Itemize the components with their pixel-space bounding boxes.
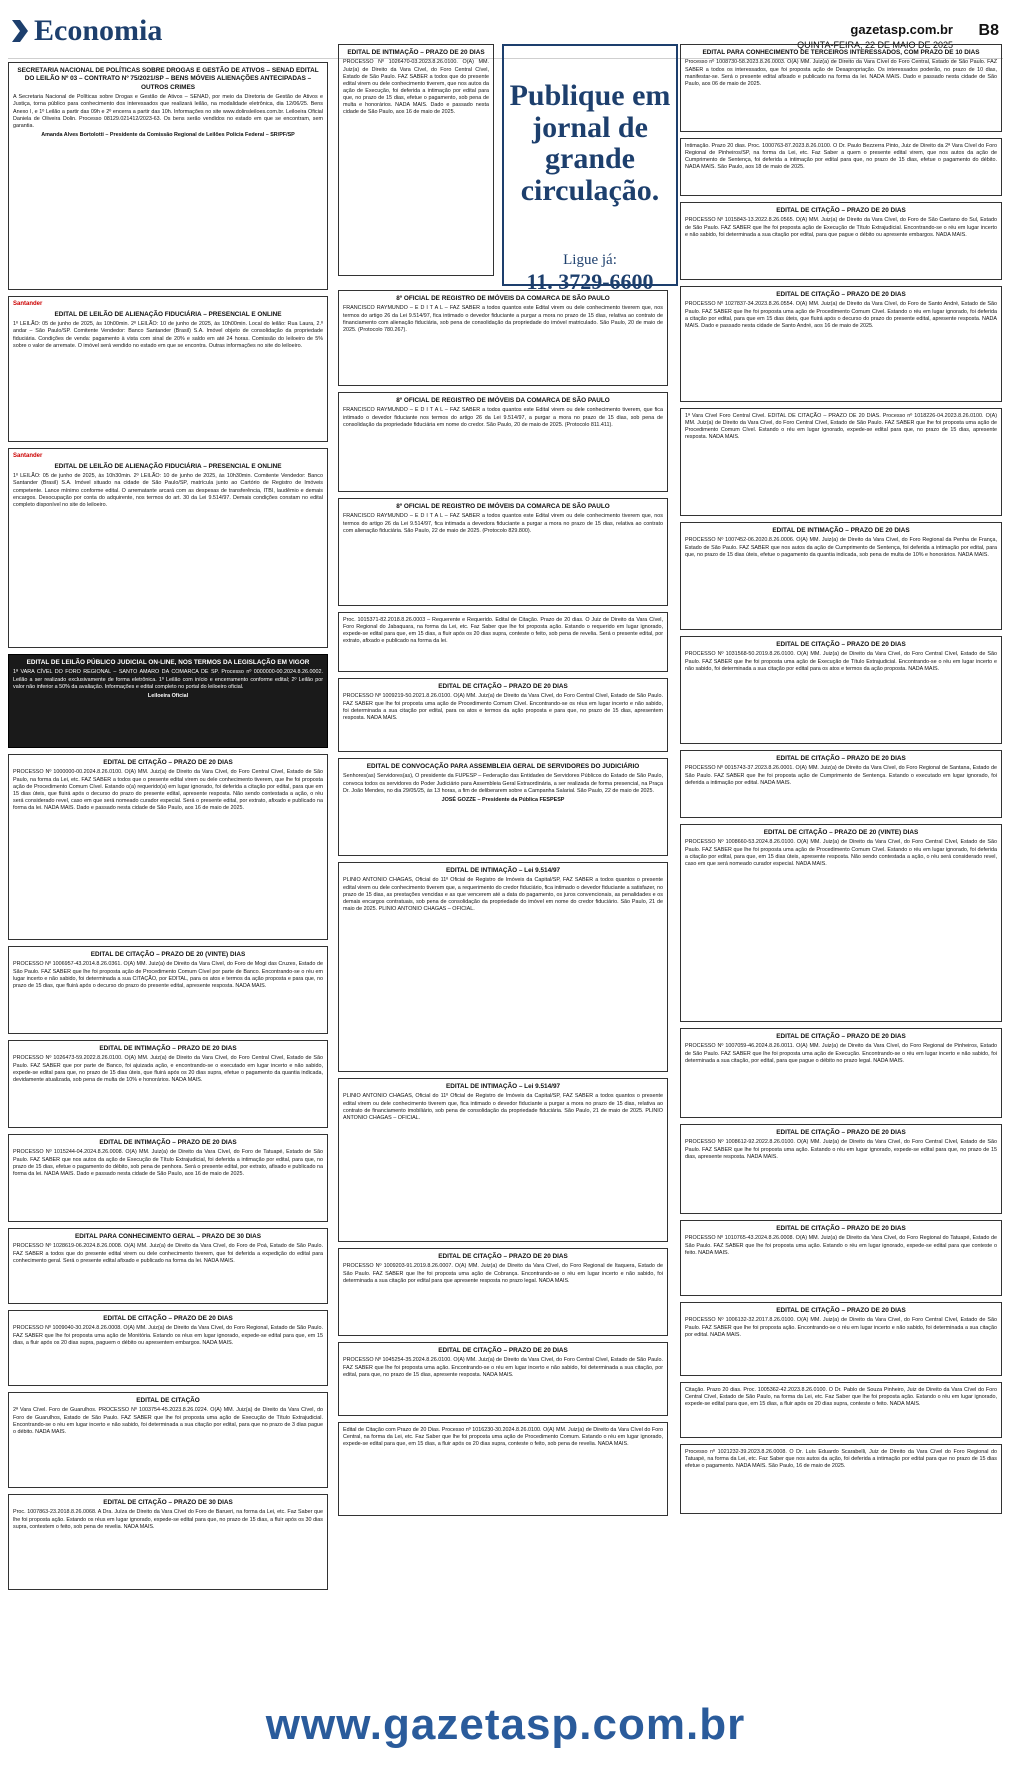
notice-body: PROCESSO Nº 1000000-00.2024.8.26.0100. O(A) MM. Juiz(a) de Direito da Vara Cível, do Foro Central Cível, Estado de São Paulo, na forma da Lei, etc. FAZ SABER a todos que o presente edital virem ou dele conhecimento tiverem, que lhe foi proposta ação de Procedimento Comum Cível. Estando o(a) requerido(a) em lugar ignorado, foi deferida a citação por edital, para que em 15 dias úteis, que fluirá após o decurso do prazo do presente edital, apresente resposta. Não sendo contestada a ação, o réu será considerado revel, caso em que será nomeado curador especial. Será o presente edital, por extrato, afixado e publicado na forma da lei. NADA MAIS. Dado e passado nesta cidade de São Paulo, aos 16 de maio de 2025. [13, 769, 323, 812]
notice-body: PROCESSO Nº 1028619-06.2024.8.26.0008. O(A) MM. Juiz(a) de Direito da Vara Cível, do Foro de Poá, Estado de São Paulo. FAZ SABER a todos que do presente edital virem ou dele conhecimento tiverem, que foi deferida a expedição do edital para conhecimento geral. Será o presente edital afixado e publicado na forma da lei. NADA MAIS. [13, 1243, 323, 1264]
legal-notice [338, 612, 668, 672]
notice-title: SECRETARIA NACIONAL DE POLÍTICAS SOBRE DROGAS E GESTÃO DE ATIVOS – SENAD EDITAL DO LEILÃO Nº 03 – CONTRATO Nº 75/2021/SP – BENS MÓVEIS ALIENAÇÕES ANTECIPADAS – OUTROS CRIMES [17, 67, 319, 91]
notice-title: 8º OFICIAL DE REGISTRO DE IMÓVEIS DA COMARCA DE SÃO PAULO [396, 397, 610, 404]
notice-title: EDITAL DE CITAÇÃO – PRAZO DE 20 DIAS [438, 1253, 568, 1260]
legal-notice [680, 138, 1002, 196]
notice-title: EDITAL DE CITAÇÃO – PRAZO DE 20 DIAS [776, 291, 906, 298]
notice-title: EDITAL DE INTIMAÇÃO – PRAZO DE 20 DIAS [772, 527, 910, 534]
notice-title: EDITAL DE INTIMAÇÃO – PRAZO DE 20 DIAS [347, 49, 485, 56]
notice-body: Edital de Citação com Prazo de 20 Dias. Processo nº 1016230-30.2024.8.26.0100. O(A) MM. Juiz(a) de Direito da Vara Cível do Foro Central, na forma da Lei, etc. Faz Saber que lhe foi proposta uma ação de Procedimento Comum. Estando o réu em lugar ignorado, expede-se edital para que, em 15 dias, a fluir após os 20 dias supra, conteste o feito, sob pena de revelia. NADA MAIS. [343, 1427, 663, 1448]
legal-notice [338, 392, 668, 492]
notice-body: PROCESSO Nº 1009040-30.2024.8.26.0008. O(A) MM. Juiz(a) de Direito da Vara Cível, do Foro Regional, Estado de São Paulo. FAZ SABER que lhe foi proposta uma ação de Monitória. Estando os réus em lugar ignorado, expede-se edital para que, em 15 dias, a fluir após os 20 dias supra, paguem o débito ou apresentem embargos. NADA MAIS. [13, 1325, 323, 1346]
notice-title: EDITAL DE CONVOCAÇÃO PARA ASSEMBLEIA GERAL DE SERVIDORES DO JUDICIÁRIO [366, 763, 640, 770]
page-footer [0, 1700, 1011, 1756]
legal-notice [8, 754, 328, 940]
notice-body: PROCESSO Nº 1027837-34.2023.8.26.0554. O(A) MM. Juiz(a) de Direito da Vara Cível, do Foro de Santo André, Estado de São Paulo. FAZ SABER que lhe foi proposta uma ação de Procedimento Comum Cível. Estando o réu em lugar ignorado, foi deferida a citação por edital, para que em 15 dias úteis, que fluirá após o decurso do prazo do presente edital, apresente resposta. NADA MAIS. Dado e passado nesta cidade de Santo André, aos 16 de maio de 2025. [685, 301, 997, 329]
notice-body: FRANCISCO RAYMUNDO – E D I T A L – FAZ SABER a todos quantos este Edital virem ou dele conhecimento tiverem que, nos termos do artigo 26 da Lei 9.514/97, fica intimado o devedor fiduciante a purgar a mora no prazo de 15 dias, relativa ao contrato de financiamento com alienação fiduciária, sob pena de consolidação da propriedade do imóvel matriculado. São Paulo, 20 de maio de 2025. (Protocolo 780.267). [343, 305, 663, 333]
legal-notice [8, 62, 328, 290]
notice-signature: JOSÉ GOZZE – Presidente da Pública FESPESP [441, 796, 565, 803]
notice-title: 8º OFICIAL DE REGISTRO DE IMÓVEIS DA COMARCA DE SÃO PAULO [396, 503, 610, 510]
notice-title: EDITAL DE CITAÇÃO – PRAZO DE 20 DIAS [438, 683, 568, 690]
legal-notice [680, 824, 1002, 1022]
legal-notice [338, 1342, 668, 1416]
legal-notice [680, 44, 1002, 132]
notice-body: 1º LEILÃO: 05 de junho de 2025, às 10h00min. 2º LEILÃO: 10 de junho de 2025, às 10h00min. Local do leilão: Rua Laura, 2.º andar – São Paulo/SP. Comitente Vendedor: Banco Santander (Brasil) S.A. Imóvel objeto de consolidação da propriedade fiduciária. Condições de venda: pagamento à vista com sinal de 20% e saldo em até 24 horas. Comissão do leiloeiro de 5% sobre o valor de arremate. O imóvel será vendido no estado em que se encontra. Outras informações no site do leiloeiro. [13, 321, 323, 349]
notice-body: FRANCISCO RAYMUNDO – E D I T A L – FAZ SABER a todos quantos este Edital virem ou dele conhecimento tiverem que, nos termos do artigo 26 da Lei 9.514/97, fica intimada a devedora fiduciante a purgar a mora no prazo de 15 dias, relativa ao contrato com alienação fiduciária. São Paulo, 22 de maio de 2025. (Protocolo 829.800). [343, 513, 663, 534]
legal-notice [338, 1248, 668, 1336]
footer-url[interactable]: www.gazetasp.com.br [265, 1700, 746, 1749]
notice-body: Processo nº 1008730-58.2023.8.26.0003. O(A) MM. Juiz(a) de Direito da Vara Cível do Foro Central, Estado de São Paulo. FAZ SABER a todos os interessados, que foi proposta ação de Desapropriação. Os interessados poderão, no prazo de 10 dias, manifestar-se. Será o presente edital afixado e publicado na forma da lei. NADA MAIS. Dado e passado nesta cidade de São Paulo, aos 06 de maio de 2025. [685, 59, 997, 87]
notice-title: EDITAL DE CITAÇÃO – PRAZO DE 20 DIAS [438, 1347, 568, 1354]
legal-notice [8, 296, 328, 442]
ad-publique[interactable] [502, 44, 678, 294]
notice-body: Proc. 1015371-82.2018.8.26.0003 – Requerente e Requerido. Edital de Citação. Prazo de 20 dias. O Juiz de Direito da Vara Cível, Foro Regional do Jabaquara, na forma da Lei, etc. Faz Saber que lhe foi proposta ação. Estando o requerido em lugar ignorado, expede-se edital para que, em 15 dias, a fluir após os 20 dias supra, conteste o feito, sob pena de revelia. Será o presente edital, por extrato, afixado e publicado na forma da lei. [343, 617, 663, 645]
notice-title: EDITAL DE CITAÇÃO [136, 1397, 200, 1404]
legal-notice [680, 522, 1002, 630]
notice-body: Intimação. Prazo 20 dias. Proc. 1000763-87.2023.8.26.0100. O Dr. Paulo Bezzerra Pinto, Juiz de Direito da 2ª Vara Cível do Foro Regional de Pinheiros/SP, na forma da Lei, etc. Faz Saber a quem o presente edital virem, que nos autos da ação de Cumprimento de Sentença, foi deferida a intimação por edital para que, no prazo de 15 dias, efetue o pagamento do débito. NADA MAIS. São Paulo, aos 18 de maio de 2025. [685, 143, 997, 171]
legal-notice [338, 862, 668, 1072]
notice-body: PROCESSO Nº 1045254-35.2024.8.26.0100. O(A) MM. Juiz(a) de Direito da Vara Cível, do Foro Central Cível, Estado de São Paulo. FAZ SABER que lhe foi proposta uma ação. Encontrando-se o réu em lugar incerto e não sabido, foi determinada a sua citação, por edital, para que, no prazo de 15 dias, apresente resposta. NADA MAIS. [343, 1357, 663, 1378]
notice-title: EDITAL DE LEILÃO DE ALIENAÇÃO FIDUCIÁRIA – PRESENCIAL E ONLINE [54, 462, 282, 470]
notice-title: EDITAL DE CITAÇÃO – PRAZO DE 20 (VINTE) DIAS [90, 951, 246, 958]
column-left [8, 62, 328, 1687]
column-middle [338, 290, 668, 1685]
notice-title: EDITAL DE CITAÇÃO – PRAZO DE 20 DIAS [776, 1033, 906, 1040]
notice-title: EDITAL DE CITAÇÃO – PRAZO DE 20 DIAS [103, 759, 233, 766]
notice-body: FRANCISCO RAYMUNDO – E D I T A L – FAZ SABER a todos quantos este Edital virem ou dele conhecimento tiverem, que fica intimado o devedor fiduciante nos termos do artigo 26 da Lei 9.514/97, a purgar a mora no prazo de 15 dias, sob pena de consolidação da propriedade fiduciária em nome do credor. São Paulo, 20 de maio de 2025. (Protocolo 811.411). [343, 407, 663, 428]
notice-body: PROCESSO Nº 1008660-53.2024.8.26.0100. O(A) MM. Juiz(a) de Direito da Vara Cível, do Foro Central Cível, Estado de São Paulo. FAZ SABER que lhe foi proposta uma ação de Procedimento Comum Cível. Estando o réu em lugar ignorado, foi deferida a citação por edital, para que, em 15 dias úteis, apresente resposta. Não sendo contestada a ação, o réu será considerado revel, caso em que será nomeado curador especial. NADA MAIS. [685, 839, 997, 867]
notice-body: PROCESSO Nº 1009203-91.2019.8.26.0007. O(A) MM. Juiz(a) de Direito da Vara Cível, do Foro Regional de Itaquera, Estado de São Paulo. FAZ SABER que lhe foi proposta uma ação de Cobrança. Encontrando-se o réu em lugar incerto e não sabido, foi determinada a sua citação por edital para que apresente resposta no prazo legal. NADA MAIS. [343, 1263, 663, 1284]
legal-notice [680, 750, 1002, 818]
notice-body: PLINIO ANTONIO CHAGAS, Oficial do 11º Oficial de Registro de Imóveis da Capital/SP, FAZ SABER a todos quantos o presente edital virem ou dele conhecimento tiverem que, fica intimado o devedor fiduciante a purgar a mora no prazo de 15 dias, relativa ao contrato de financiamento imobiliário, sob pena de consolidação da propriedade fiduciária. São Paulo, 21 de maio de 2025. PLINIO ANTONIO CHAGAS – OFICIAL. [343, 1093, 663, 1121]
legal-notice [680, 1382, 1002, 1438]
notice-title: EDITAL PARA CONHECIMENTO DE TERCEIROS INTERESSADOS, COM PRAZO DE 10 DIAS [702, 49, 980, 56]
notice-body: PLINIO ANTONIO CHAGAS, Oficial do 11º Oficial de Registro de Imóveis da Capital/SP, FAZ SABER a todos quantos o presente edital virem ou dele conhecimento tiverem que, a requerimento do credor fiduciário, fica intimado o devedor fiduciante a satisfazer, no prazo de 15 dias, as prestações vencidas e as que vencerem até a data do pagamento, os juros convencionais, as penalidades e os demais encargos contratuais, sob pena de consolidação da propriedade do imóvel em nome do credor fiduciário. São Paulo, 21 de maio de 2025. PLINIO ANTONIO CHAGAS – OFICIAL. [343, 877, 663, 912]
notice-body: PROCESSO Nº 1009219-50.2021.8.26.0100. O(A) MM. Juiz(a) de Direito da Vara Cível, do Foro Central Cível, Estado de São Paulo. FAZ SABER que lhe foi proposta uma ação de Procedimento Comum Cível. Encontrando-se os réus em lugar incerto e não sabido, foi determinada a sua citação por edital, para os atos e termos da ação proposta e para que, no prazo de 15 dias, apresentem resposta. NADA MAIS. [343, 693, 663, 721]
legal-notice [680, 408, 1002, 516]
notice-title: EDITAL DE CITAÇÃO – PRAZO DE 20 DIAS [776, 1307, 906, 1314]
legal-notice [338, 290, 668, 386]
notice-body: PROCESSO Nº 1007059-46.2024.8.26.0011. O(A) MM. Juiz(a) de Direito da Vara Cível, do Foro Regional de Pinheiros, Estado de São Paulo. FAZ SABER que lhe foi proposta uma ação de Execução. Encontrando-se o réu em lugar incerto e não sabido, foi determinada a sua citação, por edital, para que pague o débito no prazo legal. NADA MAIS. [685, 1043, 997, 1064]
notice-body: PROCESSO Nº 1026470-03.2023.8.26.0100. O(A) MM. Juiz(a) de Direito da Vara Cível, do Foro Central Cível, Estado de São Paulo. FAZ SABER a todos que do presente edital virem ou dele conhecimento tiverem, que nos autos da ação de Execução, foi deferida a intimação por edital para que, no prazo de 15 dias, efetue o pagamento, sob pena de multa e honorários. NADA MAIS. Dado e passado nesta cidade de São Paulo, aos 16 de maio de 2025. [343, 59, 489, 116]
legal-notice [680, 1220, 1002, 1296]
notice-title: EDITAL DE CITAÇÃO – PRAZO DE 20 DIAS [776, 207, 906, 214]
legal-notice [338, 678, 668, 752]
legal-notice [680, 202, 1002, 280]
legal-notice [680, 286, 1002, 402]
column-right [680, 44, 1002, 1684]
chevron-right-icon [10, 18, 30, 44]
legal-notice [8, 1228, 328, 1304]
publication-date: QUINTA-FEIRA, 22 DE MAIO DE 2025 [797, 40, 953, 50]
legal-notice [338, 1422, 668, 1516]
legal-notice [680, 1302, 1002, 1376]
notice-body: 1ª VARA CÍVEL DO FORO REGIONAL – SANTO AMARO DA COMARCA DE SP. Processo nº 0000000-00.2024.8.26.0002. Leilão a ser realizado exclusivamente de forma eletrônica. 1º Leilão com início e encerramento conforme edital; 2º Leilão por valor não inferior a 50% da avaliação. Informações e edital completo no portal do leiloeiro oficial. [13, 669, 323, 690]
legal-notice [8, 1134, 328, 1222]
notice-title: EDITAL DE CITAÇÃO – PRAZO DE 20 DIAS [776, 755, 906, 762]
notice-body: PROCESSO Nº 1010765-43.2024.8.26.0008. O(A) MM. Juiz(a) de Direito da Vara Cível, do Foro Regional do Tatuapé, Estado de São Paulo. FAZ SABER que lhe foi proposta uma ação. Estando o réu em lugar ignorado, expede-se edital para que conteste o feito. NADA MAIS. [685, 1235, 997, 1256]
notice-body: 1º LEILÃO: 05 de junho de 2025, às 10h30min. 2º LEILÃO: 10 de junho de 2025, às 10h30min. Comitente Vendedor: Banco Santander (Brasil) S.A. Imóvel situado na cidade de São Paulo/SP, matrícula junto ao Cartório de Registro de Imóveis competente. Lance mínimo conforme edital. O arrematante arcará com as despesas de transferência, ITBI, laudêmio e demais encargos. Desocupação por conta do adquirente, nos termos do art. 30 da Lei 9.514/97. Demais condições constam no edital completo disponível no site do leiloeiro. [13, 473, 323, 508]
legal-notice [338, 44, 494, 276]
ad-phone-label: Ligue já: [563, 252, 617, 268]
notice-title: EDITAL DE LEILÃO DE ALIENAÇÃO FIDUCIÁRIA – PRESENCIAL E ONLINE [54, 310, 282, 318]
legal-notice [680, 1444, 1002, 1514]
notice-body: PROCESSO Nº 1026473-59.2022.8.26.0100. O(A) MM. Juiz(a) de Direito da Vara Cível, do Foro Central Cível, Estado de São Paulo. FAZ SABER que por parte de Banco, foi ajuizada ação, e encontrando-se o executado em lugar incerto e não sabido, expede-se edital para que, no prazo de 15 dias úteis, que fluirá após os 20 dias supra, efetue o pagamento da quantia indicada, devidamente atualizada, sob pena de multa de 10% e honorários. NADA MAIS. [13, 1055, 323, 1083]
legal-notice [680, 636, 1002, 744]
notice-title: EDITAL DE INTIMAÇÃO – Lei 9.514/97 [445, 867, 561, 874]
legal-notice [8, 654, 328, 748]
legal-notice [338, 758, 668, 856]
ad-phone: 11. 3729-6600 [526, 269, 654, 294]
notice-body: A Secretaria Nacional de Políticas sobre Drogas e Gestão de Ativos – SENAD, por meio da Diretoria de Gestão de Ativos e Justiça, torna público para conhecimento dos interessados que realizará leilão, na modalidade eletrônica, dia 12/06/25. Bens Anexo I, e 1º Leilão a partir das 09h e 2º encerra a partir das 10h. Informações no site www.dolinsleiloes.com.br. Leiloeira Oficial Daniela de Oliveira Dolin. Processo 08129.021412/2023-63. Os bens serão vendidos no estado em que se encontram, sem garantia. [13, 94, 323, 129]
notice-body: Proc. 1007863-23.2018.8.26.0068. A Dra. Juíza de Direito da Vara Cível do Foro de Barueri, na forma da Lei, etc. Faz Saber que lhe foi proposta ação. Estando os réus em lugar ignorado, expede-se edital para que, no prazo de 15 dias, a fluir após os 30 dias supra, contestem o feito, sob pena de revelia. NADA MAIS. [13, 1509, 323, 1530]
notice-title: EDITAL DE CITAÇÃO – PRAZO DE 20 DIAS [776, 641, 906, 648]
notice-body: PROCESSO Nº 1006132-32.2017.8.26.0100. O(A) MM. Juiz(a) de Direito da Vara Cível, do Foro Central Cível, Estado de São Paulo. FAZ SABER que lhe foi proposta ação. Encontrando-se o réu em lugar incerto e não sabido, foi determinada a sua citação por edital. NADA MAIS. [685, 1317, 997, 1338]
legal-notice [680, 1124, 1002, 1214]
notice-body: PROCESSO Nº 1015843-13.2022.8.26.0565. O(A) MM. Juiz(a) de Direito da Vara Cível, do Foro de São Caetano do Sul, Estado de São Paulo. FAZ SABER que lhe foi proposta ação de Execução de Título Extrajudicial. Encontrando-se o réu em lugar incerto e não sabido, foi determinada a sua citação por edital, para que pague o débito ou apresente embargos. NADA MAIS. [685, 217, 997, 238]
notice-title: EDITAL DE INTIMAÇÃO – Lei 9.514/97 [445, 1083, 561, 1090]
site-name[interactable]: gazetasp.com.br [850, 22, 953, 37]
notice-title: EDITAL DE LEILÃO PÚBLICO JUDICIAL ON-LINE, NOS TERMOS DA LEGISLAÇÃO EM VIGOR [26, 659, 310, 666]
notice-body: Senhores(as) Servidores(as), O presidente da FUPESP – Federação das Entidades de Servidores Públicos do Estado de São Paulo, convoca todos os servidores do Poder Judiciário para Assembleia Geral Extraordinária, a ser realizada de forma presencial, na Praça Dr. João Mendes, no dia 29/05/25, às 13 horas, a fim de deliberarem sobre a Campanha Salarial. São Paulo, 22 de maio de 2025. [343, 773, 663, 794]
legal-notice [8, 448, 328, 648]
notice-title: EDITAL DE INTIMAÇÃO – PRAZO DE 20 DIAS [99, 1139, 237, 1146]
notice-body: PROCESSO Nº 1031568-50.2019.8.26.0100. O(A) MM. Juiz(a) de Direito da Vara Cível, do Foro Central Cível, Estado de São Paulo. FAZ SABER que lhe foi proposta uma ação de Execução de Título Extrajudicial. Encontrando-se o réu em lugar incerto e não sabido, foi determinada a sua citação por edital para os atos e termos da ação proposta. NADA MAIS. [685, 651, 997, 672]
notice-title: EDITAL DE CITAÇÃO – PRAZO DE 20 DIAS [776, 1129, 906, 1136]
notice-body: 2ª Vara Cível. Foro de Guarulhos. PROCESSO Nº 1003754-45.2023.8.26.0224. O(A) MM. Juiz(a) de Direito da Vara Cível, do Foro de Guarulhos, Estado de São Paulo. FAZ SABER que lhe foi proposta uma ação de Execução de Título Extrajudicial. Encontrando-se o réu em lugar incerto e não sabido, foi determinada a sua citação por edital, para que no prazo de 3 dias pague o débito. NADA MAIS. [13, 1407, 323, 1435]
notice-body: PROCESSO Nº 1007452-06.2020.8.26.0006. O(A) MM. Juiz(a) de Direito da Vara Cível, do Foro Regional da Penha de França, Estado de São Paulo. FAZ SABER que nos autos da ação de Cumprimento de Sentença, foi deferida a intimação por edital, para que, no prazo de 15 dias úteis, efetue o pagamento da quantia indicada, sob pena de multa de 10% e honorários. NADA MAIS. [685, 537, 997, 558]
legal-notice [680, 1028, 1002, 1118]
notice-body: PROCESSO Nº 1006957-43.2014.8.26.0361. O(A) MM. Juiz(a) de Direito da Vara Cível, do Foro de Mogi das Cruzes, Estado de São Paulo. FAZ SABER que lhe foi proposta ação de Procedimento Comum Cível por parte de Banco. Encontrando-se o réu em lugar incerto e não sabido, foi determinada a sua CITAÇÃO, por EDITAL, para os atos e termos da ação proposta e para que, no prazo de 15 dias, que fluirá após o decurso do prazo do presente edital, apresente resposta. NADA MAIS. [13, 961, 323, 989]
notice-title: EDITAL DE INTIMAÇÃO – PRAZO DE 20 DIAS [99, 1045, 237, 1052]
notice-body: PROCESSO Nº 1015244-04.2024.8.26.0008. O(A) MM. Juiz(a) de Direito da Vara Cível, do Foro de Tatuapé, Estado de São Paulo. FAZ SABER que nos autos da ação de Execução de Título Extrajudicial, foi deferida a intimação por edital, para que, no prazo de 15 dias, efetue o pagamento do débito, sob pena de penhora. Será o presente edital, por extrato, afixado e publicado na forma da lei. NADA MAIS. Dado e passado nesta cidade de São Paulo, aos 16 de maio de 2025. [13, 1149, 323, 1177]
page-number: B8 [978, 22, 999, 39]
notice-title: 8º OFICIAL DE REGISTRO DE IMÓVEIS DA COMARCA DE SÃO PAULO [396, 295, 610, 302]
legal-notice [8, 1310, 328, 1386]
notice-title: EDITAL DE CITAÇÃO – PRAZO DE 20 DIAS [776, 1225, 906, 1232]
notice-title: EDITAL DE CITAÇÃO – PRAZO DE 20 (VINTE) DIAS [763, 829, 919, 836]
legal-notice [338, 1078, 668, 1242]
santander-logo: Santander [13, 453, 43, 459]
column-middle-top [338, 44, 494, 284]
legal-notice [8, 1494, 328, 1590]
legal-notice [338, 498, 668, 606]
notice-signature: Leiloeira Oficial [147, 692, 189, 699]
section-title: Economia [34, 14, 163, 47]
notice-body: Citação. Prazo 20 dias. Proc. 1005362-42.2023.8.26.0100. O Dr. Pablo de Souza Pinheiro, Juiz de Direito da Vara Cível do Foro Central Cível, Estado de São Paulo, na forma da Lei, etc. Faz Saber que lhe foi proposta ação. Estando o réu em lugar ignorado, expede-se edital para que, em 15 dias, a fluir após os 20 dias supra, conteste o feito. NADA MAIS. [685, 1387, 997, 1408]
notice-title: EDITAL PARA CONHECIMENTO GERAL – PRAZO DE 30 DIAS [75, 1233, 261, 1240]
notice-body: PROCESSO Nº 1008612-92.2022.8.26.0100. O(A) MM. Juiz(a) de Direito da Vara Cível, do Foro Central Cível, Estado de São Paulo. FAZ SABER que lhe foi proposta uma ação. Estando o réu em lugar ignorado, expede-se edital para que, no prazo de 15 dias, apresente resposta. NADA MAIS. [685, 1139, 997, 1160]
legal-notice [8, 946, 328, 1034]
notice-body: Processo nº 1021232-39.2023.8.26.0008. O Dr. Luís Eduardo Scarabelli, Juiz de Direito da Vara Cível do Foro Regional do Tatuapé, na forma da Lei, etc. Faz Saber que nos autos da ação, foi deferida a intimação por edital para que no prazo de 15 dias efetue o pagamento. NADA MAIS. São Paulo, 16 de maio de 2025. [685, 1449, 997, 1470]
notice-body: PROCESSO Nº 0015743-37.2023.8.26.0001. O(A) MM. Juiz(a) de Direito da Vara Cível, do Foro Regional de Santana, Estado de São Paulo. FAZ SABER que lhe foi proposta ação de Cumprimento de Sentença. Estando o executado em lugar ignorado, foi deferida a intimação por edital. NADA MAIS. [685, 765, 997, 786]
notice-title: EDITAL DE CITAÇÃO – PRAZO DE 30 DIAS [103, 1499, 233, 1506]
santander-logo: Santander [13, 301, 43, 307]
notice-signature: Amanda Alves Bortolotti – Presidente da Comissão Regional de Leilões Polícia Federal – SR/PF/SP [41, 131, 295, 138]
notice-title: EDITAL DE CITAÇÃO – PRAZO DE 20 DIAS [103, 1315, 233, 1322]
legal-notice [8, 1392, 328, 1488]
ad-headline: Publique em jornal de grande circulação. [509, 79, 671, 207]
legal-notice [8, 1040, 328, 1128]
notice-body: 1ª Vara Cível Foro Central Cível. EDITAL DE CITAÇÃO – PRAZO DE 20 DIAS. Processo nº 1018226-04.2023.8.26.0100. O(A) MM. Juiz(a) de Direito da Vara Cível, do Foro Central Cível, Estado de São Paulo. FAZ SABER que lhe foi proposta uma ação de Procedimento Comum Cível. Estando o réu em lugar ignorado, expede-se edital para que, no prazo de 15 dias, apresente resposta. NADA MAIS. [685, 413, 997, 441]
